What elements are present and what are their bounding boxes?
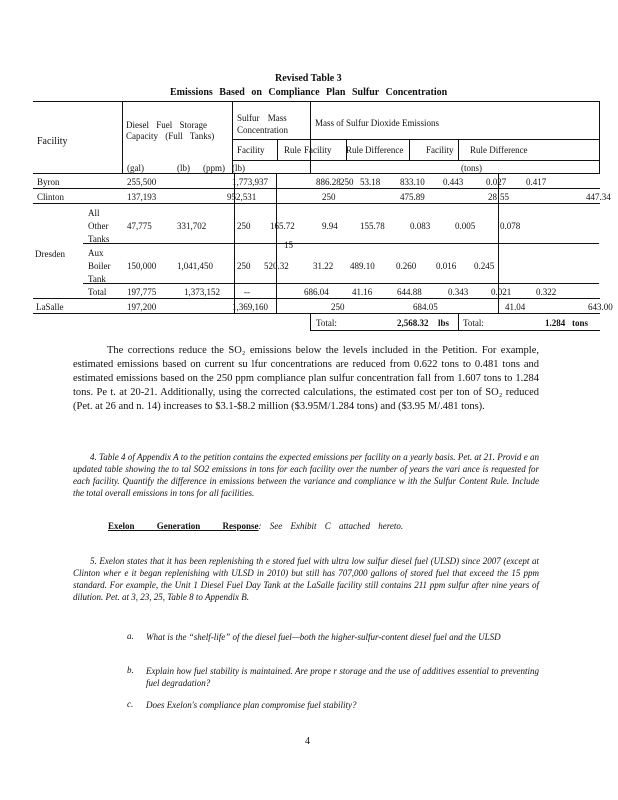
item-4-text: 4. Table 4 of Appendix A to the petition contains the expected emissions per facility on a yearly basis. Pet. at 21. Provid e an updated table showing the to tal SO2 emissions in tons for each facility over the number of years the vari ance is requested for each facility. Quantify the difference in emissions between the variance and compliance w ith the Sulfur Content Rule. Include the total overall emissions in tons for all facilities.: [73, 452, 539, 498]
subheader-facility-3: Facility: [426, 145, 454, 155]
dresden-label: Dresden: [35, 249, 65, 259]
unit-gal: (gal): [127, 163, 144, 173]
table-title-line2: Emissions Based on Compliance Plan Sulfur Concentration: [170, 87, 448, 98]
paragraph-corrections: The corrections reduce the SO₂ emissions below the levels included in the Petition. For example, estimated emissions based on current su lfur concentrations are reduced from 0.622 tons to 0.481 tons and estimated emissions based on the 250 ppm compliance plan sulfur concentration fall from 1.607 tons to 1.284 tons. Pe t. at 20-21. Additionally, using the corrected calculations, the estimated cost per ton of SO₂ reduced (Pet. at 26 and n. 14) increases to $3.1-$8.2 million ($3.95M/1.284 tons) and ($3.95 M/.481 tons).: [73, 345, 539, 412]
page-number: 4: [305, 736, 310, 747]
subheader-facility: Facility: [237, 145, 265, 155]
col-header-so2-emissions: Mass of Sulfur Dioxide Emissions: [315, 118, 440, 128]
subheader-facility-2: Facility: [304, 145, 332, 155]
response-label: Exelon Generation Response: [108, 521, 259, 531]
col-header-facility: Facility: [37, 136, 68, 147]
unit-ppm: (ppm): [203, 163, 225, 173]
table-title-line1: Revised Table 3: [275, 73, 342, 84]
unit-lb: (lb): [177, 163, 190, 173]
col-header-sulfur-mass: Sulfur Mass Concentration: [237, 113, 288, 135]
item-5a-label: a.: [127, 631, 134, 641]
subheader-rule: Rule: [284, 145, 301, 155]
item-5b-text: Explain how fuel stability is maintained. Are prope r storage and the use of additives essential to preventing fuel degradation?: [146, 666, 539, 688]
subheader-rule-difference: Rule Difference: [470, 145, 528, 155]
item-5-text: 5. Exelon states that it has been replenishing th e stored fuel with ultra low sulfur diesel fuel (ULSD) since 2007 (except at Clinton wher e it began replenishing with ULSD in 2010) but still has 707,000 gallons of stored fuel that exceed the 15 ppm standard. For example, the Unit 1 Diesel Fuel Day Tank at the LaSalle facility still contains 211 ppm sulfur after nine years of dilution. Pet. at 3, 23, 25, Table 8 to Appendix B.: [73, 556, 539, 602]
col-header-diesel-capacity: Diesel Fuel Storage Capacity (Full Tanks): [126, 120, 215, 141]
item-5c-label: c.: [127, 699, 134, 709]
item-5a-text: What is the “shelf-life” of the diesel fuel—both the higher-sulfur-content diesel fuel and the ULSD: [146, 632, 501, 642]
item-5c-text: Does Exelon's compliance plan compromise fuel stability?: [146, 700, 357, 710]
unit-lb-2: (lb): [232, 163, 245, 173]
subheader-rule-2: Rule: [346, 145, 363, 155]
item-4-response: [108, 521, 403, 531]
response-text: : See Exhibit C attached hereto.: [258, 521, 404, 531]
unit-tons: (tons): [461, 163, 482, 173]
subheader-difference: Difference: [365, 145, 404, 155]
item-5b-label: b.: [127, 665, 134, 675]
